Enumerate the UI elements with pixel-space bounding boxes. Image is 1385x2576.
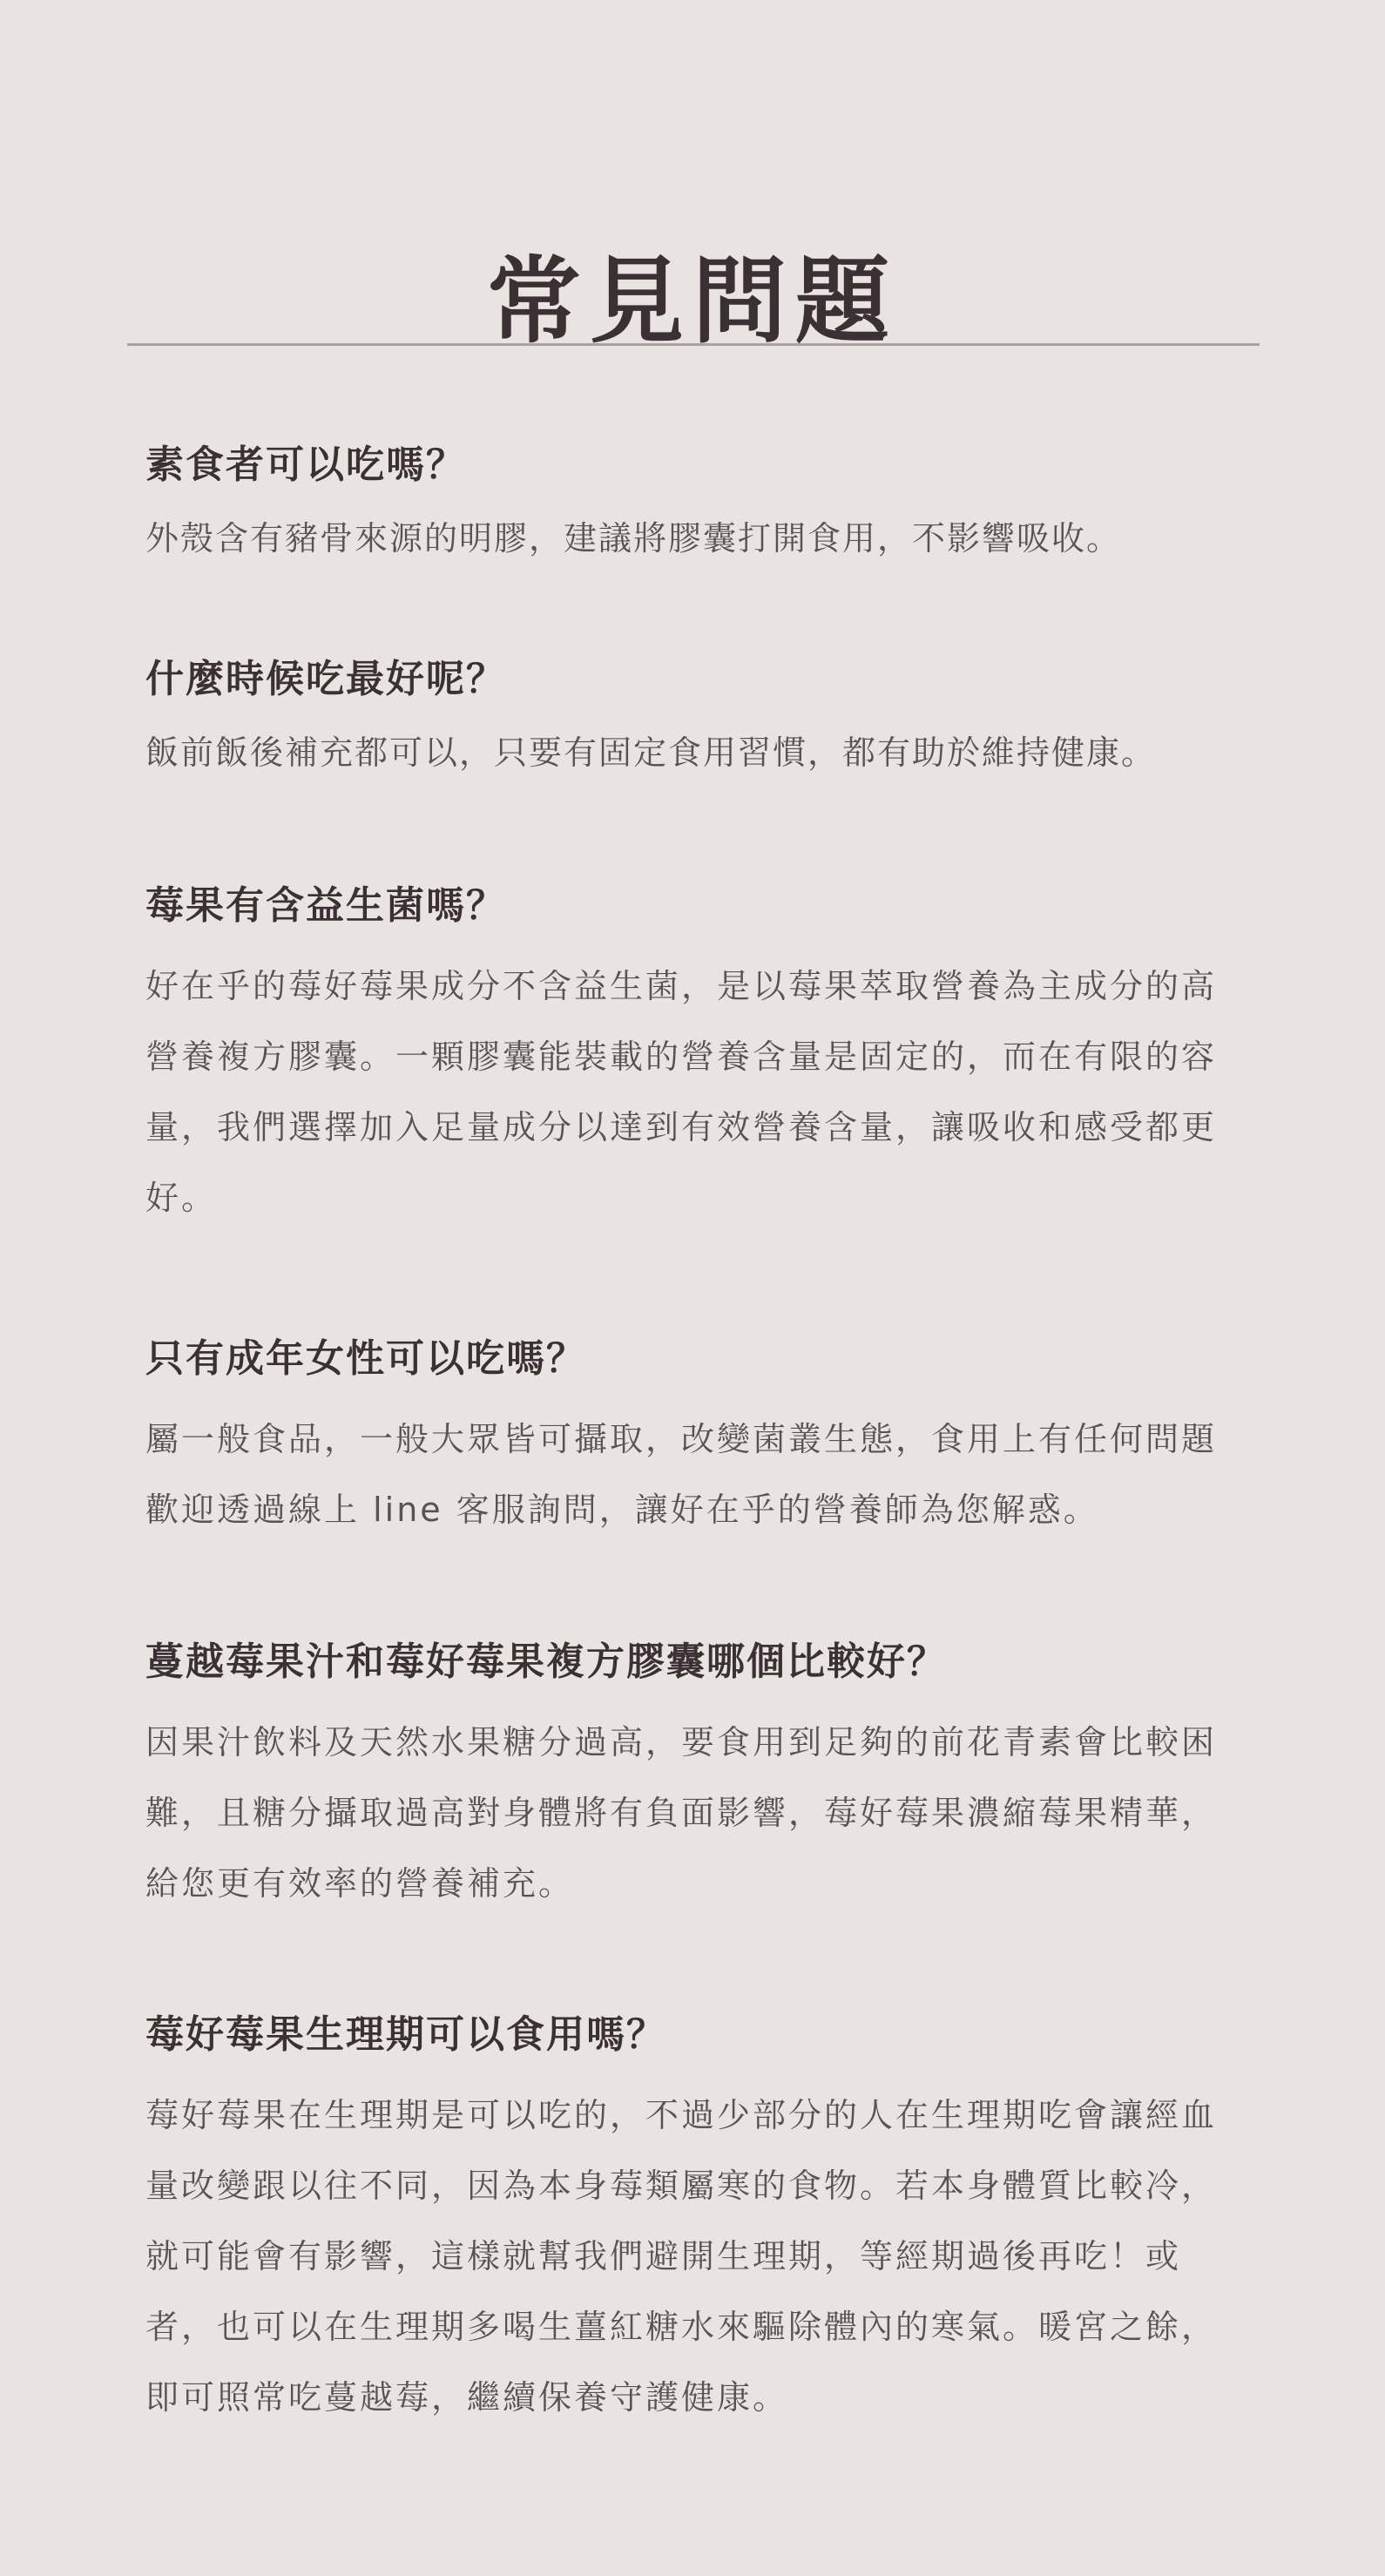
faq-item-adult-women <box>145 1333 1234 1545</box>
page-title: 常見問題 <box>486 247 898 357</box>
faq-question: 什麼時候吃最好呢？ <box>145 657 506 701</box>
faq-answer: 飯前飯後補充都可以，只要有固定食用習慣，都有助於維持健康。 <box>145 734 1157 772</box>
faq-question: 莓好莓果生理期可以食用嗎？ <box>145 2012 666 2057</box>
faq-answer: 屬一般食品，一般大眾皆可攝取，改變菌叢生態，食用上有任何問題歡迎透過線上 line 客服詢問，讓好在乎的營養師為您解惑。 <box>145 1420 1218 1529</box>
faq-question: 素食者可以吃嗎？ <box>145 443 466 487</box>
faq-answer: 因果汁飲料及天然水果糖分過高，要食用到足夠的前花青素會比較困難，且糖分攝取過高對身體將有負面影響，莓好莓果濃縮莓果精華，給您更有效率的營養補充。 <box>145 1723 1218 1903</box>
faq-item-menstrual-period <box>145 2009 1234 2433</box>
faq-item-juice-vs-capsule <box>145 1636 1234 1919</box>
faq-answer: 莓好莓果在生理期是可以吃的，不過少部分的人在生理期吃會讓經血量改變跟以往不同，因為本身莓類屬寒的食物。若本身體質比較冷，就可能會有影響，這樣就幫我們避開生理期，等經期過後再吃！或者，也可以在生理期多喝生薑紅糖水來驅除體內的寒氣。暖宮之餘，即可照常吃蔓越莓，繼續保養守護健康。 <box>145 2096 1218 2417</box>
faq-answer: 好在乎的莓好莓果成分不含益生菌，是以莓果萃取營養為主成分的高營養複方膠囊。一顆膠囊能裝載的營養含量是固定的，而在有限的容量，我們選擇加入足量成分以達到有效營養含量，讓吸收和感受都更好。 <box>145 967 1218 1217</box>
faq-item-best-time <box>145 653 1234 788</box>
faq-item-probiotics <box>145 880 1234 1234</box>
faq-answer: 外殼含有豬骨來源的明膠，建議將膠囊打開食用，不影響吸收。 <box>145 519 1122 558</box>
faq-question: 只有成年女性可以吃嗎？ <box>145 1336 586 1381</box>
faq-item-vegetarian <box>145 439 1234 574</box>
title-divider <box>127 343 1260 346</box>
faq-question: 蔓越莓果汁和莓好莓果複方膠囊哪個比較好？ <box>145 1640 947 1684</box>
faq-question: 莓果有含益生菌嗎？ <box>145 883 506 928</box>
